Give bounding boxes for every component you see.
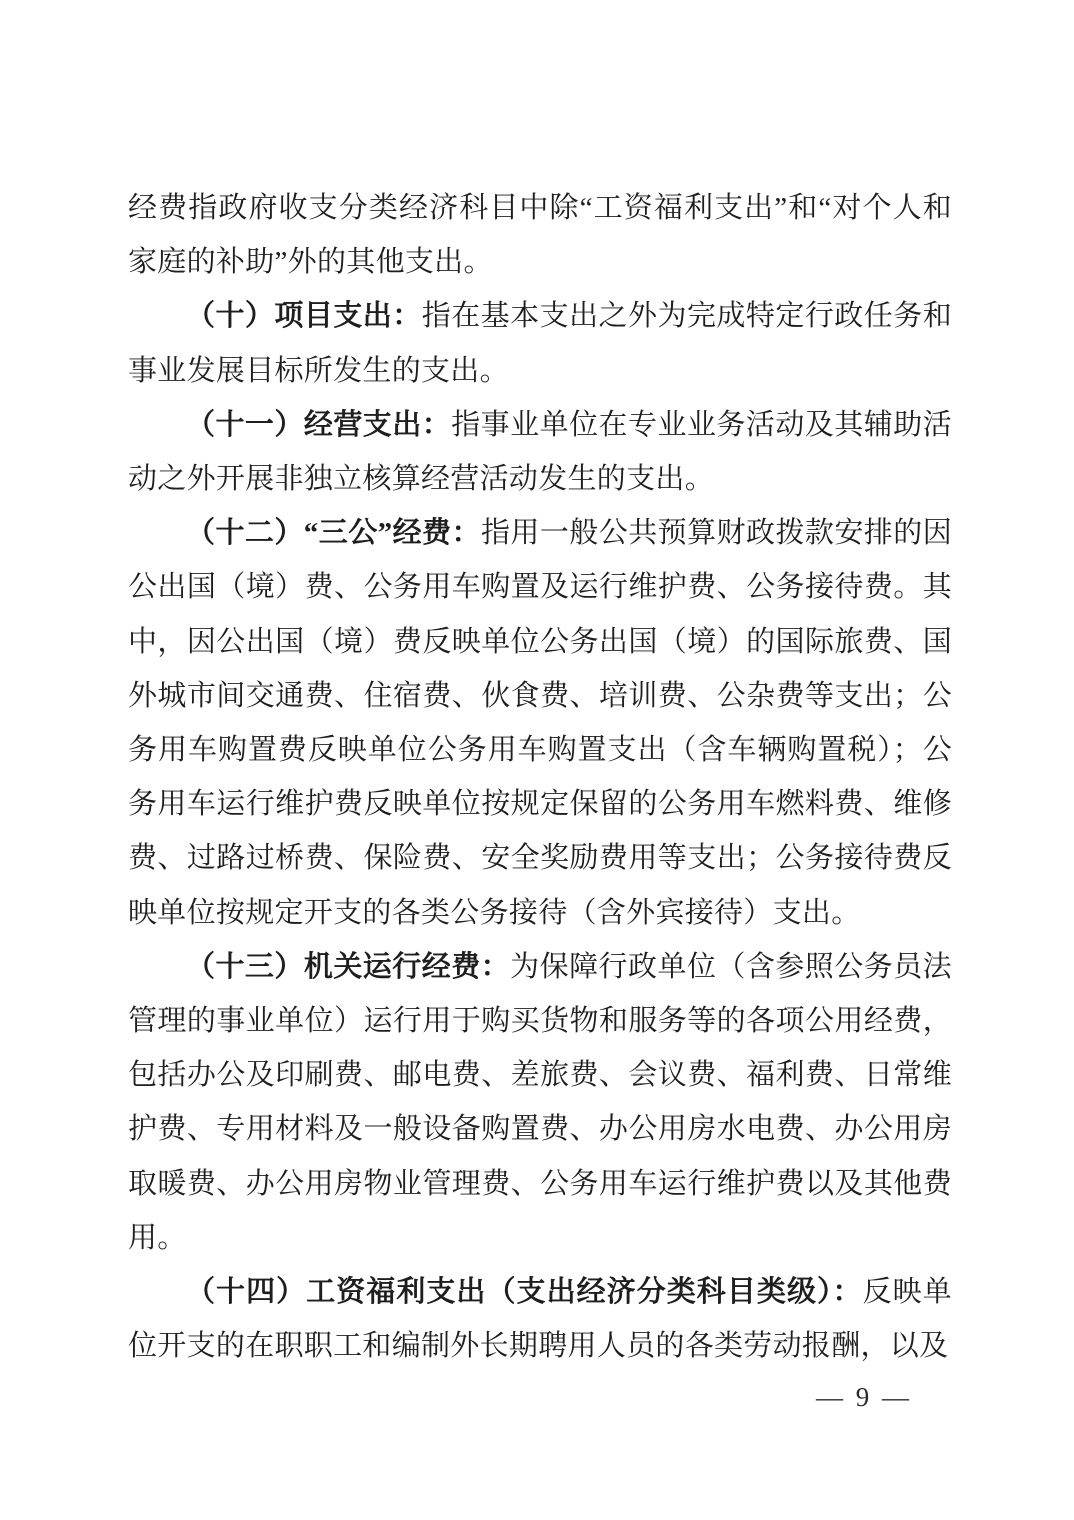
para-11-lead: （十一）经营支出： [186,408,452,441]
para-10-lead: （十）项目支出： [186,300,422,333]
para-12-text: 指用一般公共预算财政拨款安排的因公出国（境）费、公务用车购置及运行维护费、公务接待费。其中，因公出国（境）费反映单位公务出国（境）的国际旅费、国外城市间交通费、住宿费、伙食费、培训费、公杂费等支出；公务用车购置费反映单位公务用车购置支出（含车辆购置税）；公务用车运行维护费反映单位按规定保留的公务用车燃料费、维修费、过路过桥费、保险费、安全奖励费用等支出；公务接待费反映单位按规定开支的各类公务接待（含外宾接待）支出。 [128,517,952,929]
para-13-text: 为保障行政单位（含参照公务员法管理的事业单位）运行用于购买货物和服务等的各项公用经费，包括办公及印刷费、邮电费、差旅费、会议费、福利费、日常维护费、专用材料及一般设备购置费、办公用房水电费、办公用房取暖费、办公用房物业管理费、公务用车运行维护费以及其他费用。 [128,950,952,1254]
para-12-lead: （十二）“三公”经费： [186,517,481,550]
para-10 [128,289,952,397]
para-12 [128,506,952,940]
document-body [128,181,952,1373]
para-continuation [128,181,952,289]
para-14-lead: （十四）工资福利支出（支出经济分类科目类级）： [186,1276,863,1309]
page-number: — 9 — [816,1382,912,1412]
para-11-text: 指事业单位在专业业务活动及其辅助活动之外开展非独立核算经营活动发生的支出。 [128,408,952,496]
para-11 [128,398,952,506]
para-continuation-text: 经费指政府收支分类经济科目中除“工资福利支出”和“对个人和家庭的补助”外的其他支出。 [128,192,952,279]
para-14-text: 反映单位开支的在职职工和编制外长期聘用人员的各类劳动报酬，以及 [128,1276,952,1363]
para-13 [128,940,952,1265]
para-14 [128,1265,952,1373]
para-10-text: 指在基本支出之外为完成特定行政任务和事业发展目标所发生的支出。 [128,300,952,387]
para-13-lead: （十三）机关运行经费： [186,950,511,983]
